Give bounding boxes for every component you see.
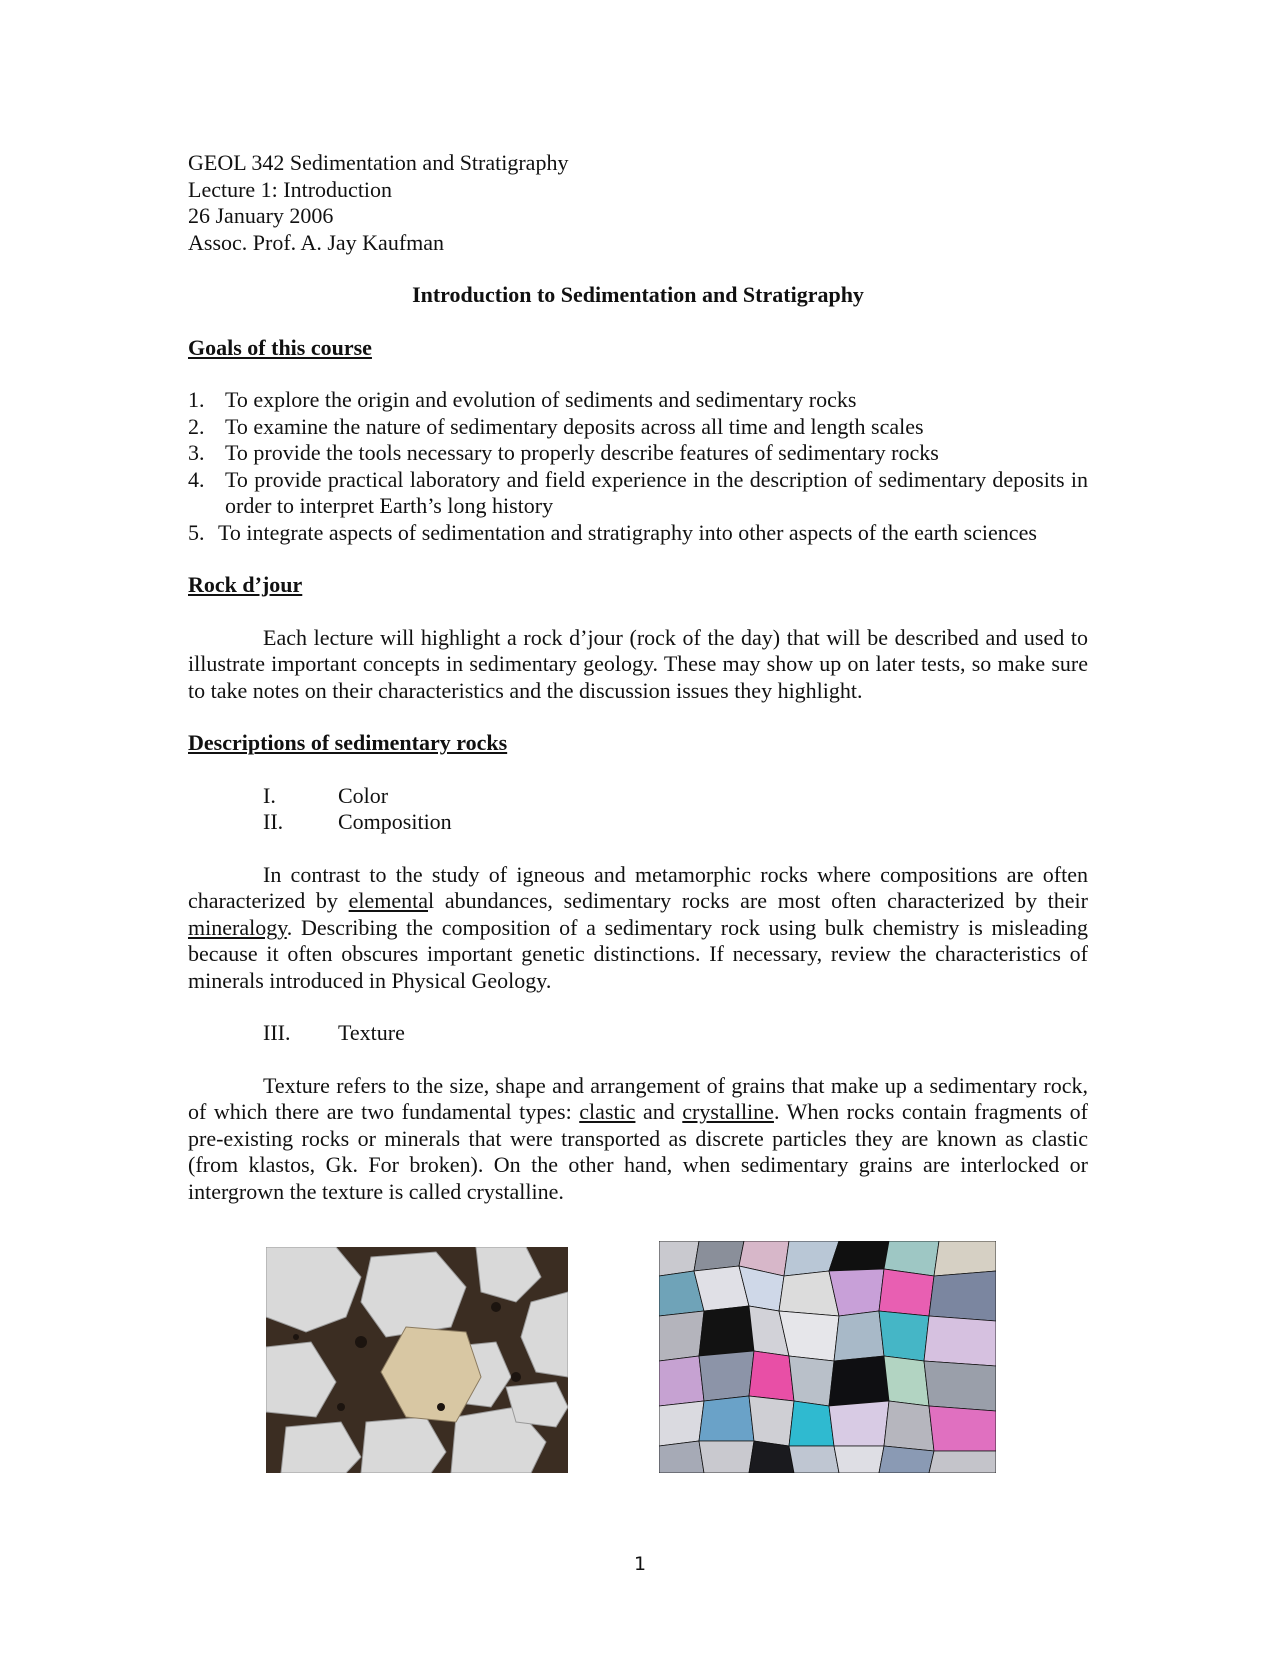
document-title: Introduction to Sedimentation and Stratigraphy (412, 282, 864, 307)
rock-djour-paragraph: Each lecture will highlight a rock d’jour (rock of the day) that will be described and used to illustrate important concepts in sedimentary geology. These may show up on later tests, so make sure to take notes on their characteristics and the discussion issues they highlight. (188, 624, 1088, 703)
instructor-name: Assoc. Prof. A. Jay Kaufman (188, 229, 445, 255)
goals-heading: Goals of this course (188, 334, 372, 360)
lecture-date: 26 January 2006 (188, 203, 334, 228)
crystalline-thin-section-image (659, 1241, 996, 1473)
page-number: 1 (633, 1553, 647, 1575)
lecture-label: Lecture 1: Introduction (188, 176, 393, 202)
clastic-term: clastic (579, 1099, 636, 1124)
roman-list-2 (188, 1020, 1088, 1047)
list-item: 1. To explore the origin and evolution of sediments and sedimentary rocks (188, 387, 857, 412)
list-item: II. Composition (263, 809, 452, 834)
crystalline-term: crystalline (682, 1099, 774, 1124)
texture-paragraph: Texture refers to the size, shape and arrangement of grains that make up a sedimentary rock, of which there are two fundamental types: clastic and crystalline. When rocks contain fragments of pre-existing rocks or minerals that were transported as discrete particles they are known as clastic (from klastos, Gk. For broken). On the other hand, when sedimentary grains are interlocked or intergrown the texture is called crystalline. (188, 1072, 1088, 1204)
list-item: III. Texture (263, 1020, 405, 1045)
course-name: GEOL 342 Sedimentation and Stratigraphy (188, 150, 569, 175)
descriptions-heading: Descriptions of sedimentary rocks (188, 730, 508, 755)
page-content (188, 150, 1088, 1205)
list-item: 2. To examine the nature of sedimentary deposits across all time and length scales (188, 413, 924, 439)
goals-list (188, 387, 1088, 546)
list-item: 4. To provide practical laboratory and field experience in the description of sedimentary deposits in order to interpret Earth’s long history (188, 466, 1088, 518)
clastic-thin-section-image (266, 1247, 568, 1473)
figures-row (0, 1241, 1280, 1473)
lecture-header (188, 150, 1088, 256)
mineralogy-link: mineralogy (188, 914, 287, 940)
composition-paragraph: In contrast to the study of igneous and metamorphic rocks where compositions are often characterized by elemental abundances, sedimentary rocks are most often characterized by their mineralogy. Describing the composition of a sedimentary rock using bulk chemistry is misleading because it often obscures important genetic distinctions. If necessary, review the characteristics of minerals introduced in Physical Geology. (188, 861, 1088, 993)
list-item: 3. To provide the tools necessary to properly describe features of sedimentary rocks (188, 440, 939, 465)
roman-list-1 (188, 783, 1088, 836)
rock-djour-heading: Rock d’jour (188, 572, 303, 597)
list-item: I. Color (263, 782, 389, 808)
list-item: 5. To integrate aspects of sedimentation and stratigraphy into other aspects of the earth sciences (188, 519, 1037, 545)
elemental-link: elementa (348, 888, 429, 913)
